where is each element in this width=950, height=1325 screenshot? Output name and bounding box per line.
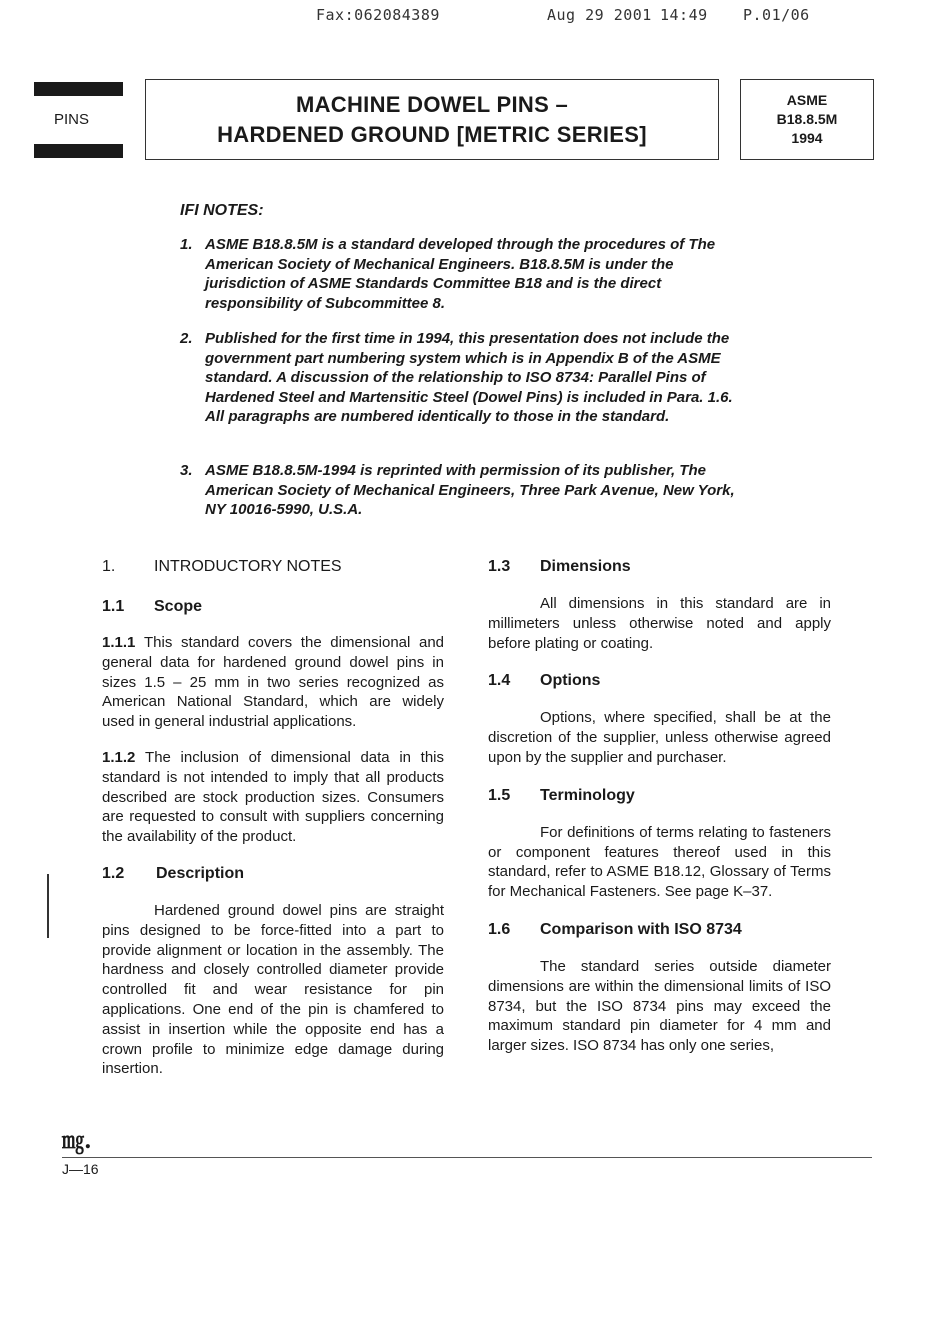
- paragraph-text: This standard covers the dimensional and general data for hardened ground dowel pins in sizes 1.5 – 25 mm in two series recognized as American National Standard, which are widely used in general industrial applications.: [102, 634, 445, 731]
- section-1-4-heading: [488, 672, 831, 692]
- paragraph-text: The inclusion of dimensional data in this standard is not intended to imply that all products described are stock production sizes. Consumers are requested to consult with suppliers concerning the availability of the product.: [102, 748, 444, 846]
- paragraph-1-1-1: [102, 633, 444, 732]
- paragraph-number: 1.1.1: [102, 634, 136, 651]
- paragraph-1-4: Options, where specified, shall be at the discretion of the supplier, unless otherwise agreed upon by the supplier and purchaser.: [488, 709, 831, 766]
- ifi-note-2: [180, 329, 745, 427]
- tab-bar-bottom: [34, 144, 123, 158]
- tab-label: PINS: [54, 111, 90, 128]
- right-column: [488, 558, 831, 1056]
- section-title: Scope: [154, 598, 203, 615]
- section-1-3-heading: [488, 558, 831, 578]
- section-number: 1.3: [488, 558, 511, 575]
- fax-page: P.01/06: [743, 6, 810, 24]
- section-title: Terminology: [540, 786, 635, 804]
- paragraph-1-2: Hardened ground dowel pins are straight pins designed to be force-fitted into a part to provide alignment or location in the assembly. The hardness and closely controlled diameter provide controlled fit and wear resistance for pin applications. One end of the pin is chamfered to assist in insertion while the opposite end has a crown profile to minimize edge damage during insertion.: [102, 901, 444, 1078]
- section-number: 1.4: [488, 672, 511, 690]
- title-line-2: HARDENED GROUND [METRIC SERIES]: [217, 122, 647, 147]
- standard-box: [740, 79, 874, 160]
- section-number: 1.5: [488, 786, 511, 804]
- title-line-1: MACHINE DOWEL PINS –: [295, 92, 569, 117]
- left-column: [102, 558, 444, 1079]
- ifi-logo: ㎎.: [62, 1128, 92, 1154]
- footer-rule: [62, 1157, 872, 1158]
- paragraph-1-3: All dimensions in this standard are in millimeters unless otherwise noted and apply before plating or coating.: [488, 595, 831, 652]
- section-title: Options: [540, 672, 601, 690]
- fax-number: Fax:062084389: [316, 6, 440, 24]
- title-box: [145, 79, 719, 160]
- ifi-note-number: 1.: [180, 236, 193, 253]
- standard-org: ASME: [786, 92, 828, 108]
- section-1-heading: [102, 558, 444, 578]
- paragraph-1-1-2: [102, 748, 444, 847]
- section-number: 1.6: [488, 920, 511, 938]
- section-title: Comparison with ISO 8734: [540, 920, 742, 938]
- section-1-6-heading: [488, 921, 831, 941]
- ifi-note-text: Published for the first time in 1994, this presentation does not include the government part numbering system which is in Appendix B of the ASME standard. A discussion of the relationship to ISO 8734: Parallel Pins of Hardened Steel and Martensitic Steel (Dowel Pins) is included in Para. 1.6. All paragraphs are numbered identically to those in the standard.: [205, 330, 733, 426]
- ifi-note-text: ASME B18.8.5M is a standard developed through the procedures of The American Society of Mechanical Engineers. B18.8.5M is under the jurisdiction of ASME Standards Committee B18 and is the direct responsibility of Subcommittee 8.: [205, 236, 716, 312]
- section-number: 1.2: [102, 864, 125, 882]
- standard-code: B18.8.5M: [776, 111, 838, 127]
- ifi-note-3: [180, 461, 745, 520]
- ifi-notes-heading: IFI NOTES:: [180, 202, 264, 219]
- section-title: Dimensions: [540, 558, 631, 575]
- fax-date: Aug 29 2001: [547, 6, 652, 24]
- paragraph-number: 1.1.2: [102, 748, 136, 766]
- ifi-note-1: [180, 235, 745, 313]
- tab-bar-top: [34, 82, 123, 96]
- section-title: Description: [156, 864, 245, 882]
- section-1-1-heading: [102, 598, 444, 618]
- fax-time: 14:49: [660, 6, 708, 24]
- ifi-note-number: 2.: [180, 330, 193, 347]
- ifi-note-text: ASME B18.8.5M-1994 is reprinted with permission of its publisher, The American Society of Mechanical Engineers, Three Park Avenue, New York, NY 10016-5990, U.S.A.: [205, 462, 735, 519]
- section-title: INTRODUCTORY NOTES: [154, 558, 342, 575]
- section-1-2-heading: [102, 865, 444, 885]
- paragraph-1-5: For definitions of terms relating to fasteners or component features thereof used in this standard, refer to ASME B18.12, Glossary of Terms for Mechanical Fasteners. See page K–37.: [488, 823, 831, 901]
- section-1-5-heading: [488, 787, 831, 807]
- standard-year: 1994: [791, 130, 823, 146]
- revision-bar: [47, 874, 49, 938]
- ifi-note-number: 3.: [180, 462, 193, 479]
- section-number: 1.: [102, 558, 116, 575]
- paragraph-1-6: The standard series outside diameter dimensions are within the dimensional limits of ISO 8734, but the ISO 8734 pins may exceed the maximum standard pin diameter for 4 mm and larger sizes. ISO 8734 has only one series,: [488, 957, 831, 1055]
- page-number: J—16: [62, 1161, 99, 1177]
- section-number: 1.1: [102, 598, 125, 615]
